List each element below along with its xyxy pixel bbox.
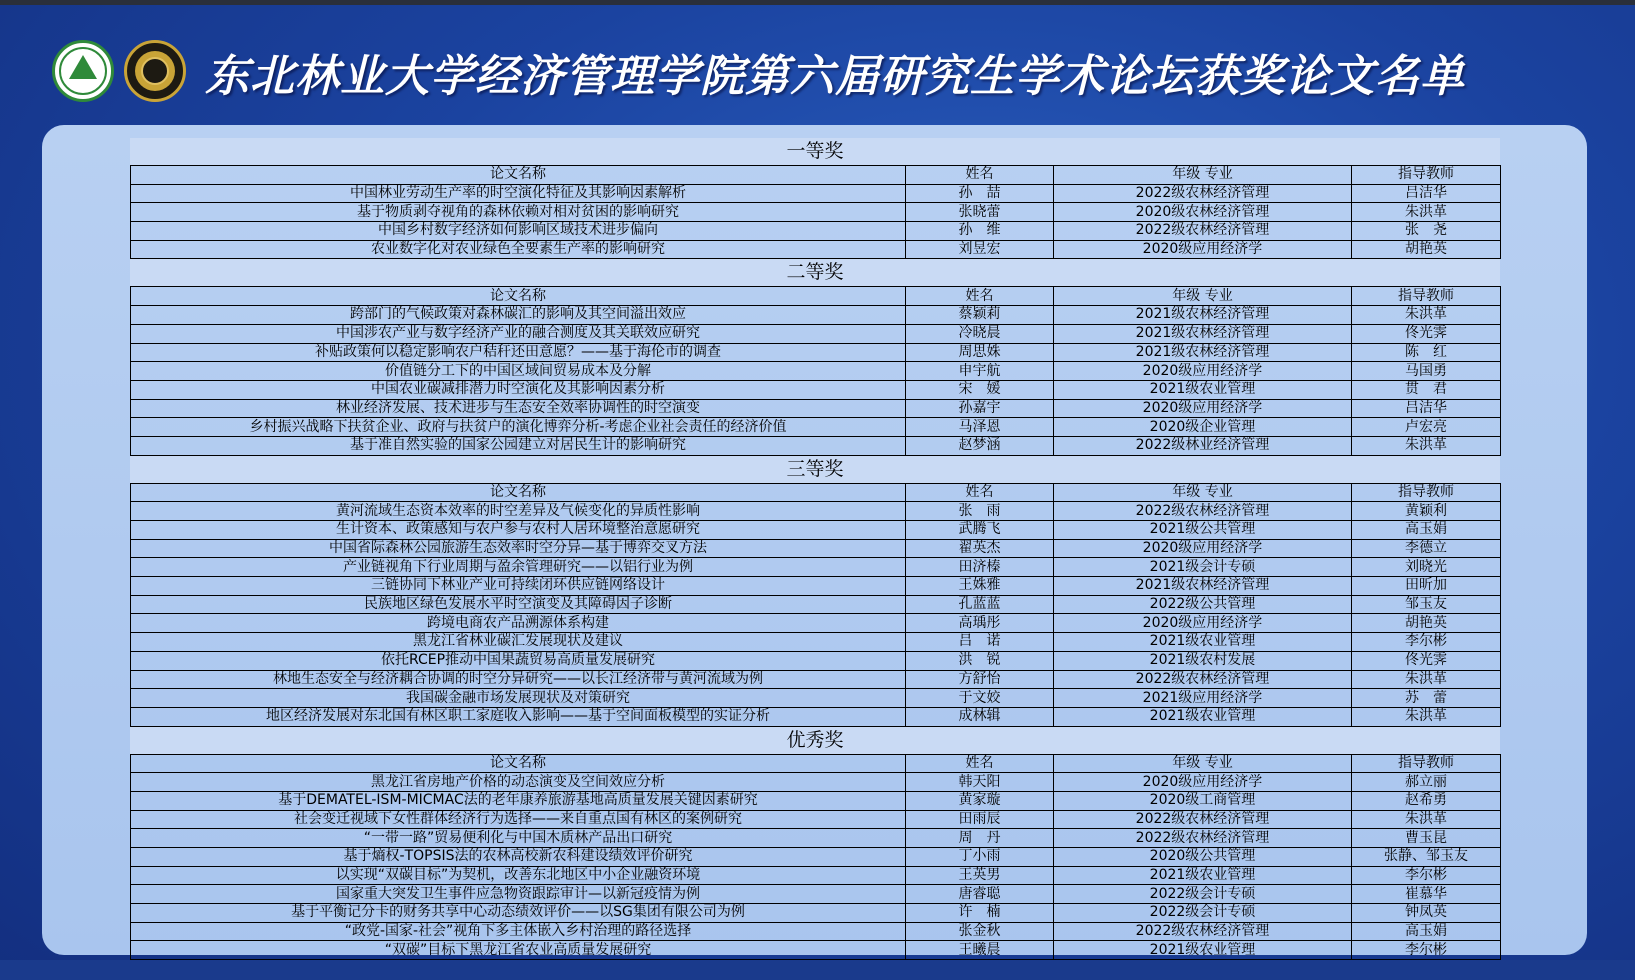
author-name-cell: 周 丹 — [906, 829, 1054, 848]
author-name-cell: 武腾飞 — [906, 521, 1054, 540]
table-row — [131, 380, 1501, 399]
advisor-cell: 佟光霁 — [1352, 324, 1501, 343]
header-name: 姓名 — [906, 483, 1054, 502]
paper-title-cell: 黑龙江省林业碳汇发展现状及建议 — [131, 633, 906, 652]
advisor-cell: 田昕加 — [1352, 577, 1501, 596]
grade-major-cell: 2020级应用经济学 — [1054, 773, 1352, 792]
author-name-cell: 宋 媛 — [906, 380, 1054, 399]
paper-title-cell: 中国林业劳动生产率的时空演化特征及其影响因素解析 — [131, 184, 906, 203]
table-row — [131, 922, 1501, 941]
header-name: 姓名 — [906, 754, 1054, 773]
advisor-cell: 李尔彬 — [1352, 866, 1501, 885]
table-row — [131, 324, 1501, 343]
table-row — [131, 521, 1501, 540]
author-name-cell: 丁小雨 — [906, 848, 1054, 867]
advisor-cell: 朱洪革 — [1352, 306, 1501, 325]
advisor-cell: 吕洁华 — [1352, 399, 1501, 418]
table-row — [131, 343, 1501, 362]
paper-title-cell: 国家重大突发卫生事件应急物资跟踪审计—以新冠疫情为例 — [131, 885, 906, 904]
author-name-cell: 于文姣 — [906, 689, 1054, 708]
header-advisor: 指导教师 — [1352, 166, 1501, 185]
grade-major-cell: 2020级企业管理 — [1054, 418, 1352, 437]
award-section-title: 二等奖 — [130, 259, 1500, 286]
grade-major-cell: 2021级公共管理 — [1054, 521, 1352, 540]
paper-title-cell: 社会变迁视域下女性群体经济行为选择——来自重点国有林区的案例研究 — [131, 810, 906, 829]
table-header-row — [131, 483, 1501, 502]
header-name: 姓名 — [906, 287, 1054, 306]
table-row — [131, 184, 1501, 203]
header-paper-title: 论文名称 — [131, 166, 906, 185]
paper-title-cell: 林业经济发展、技术进步与生态安全效率协调性的时空演变 — [131, 399, 906, 418]
header-grade-major: 年级 专业 — [1054, 166, 1352, 185]
grade-major-cell: 2022级农林经济管理 — [1054, 222, 1352, 241]
advisor-cell: 郝立丽 — [1352, 773, 1501, 792]
author-name-cell: 翟英杰 — [906, 539, 1054, 558]
paper-title-cell: “政党-国家-社会”视角下多主体嵌入乡村治理的路径选择 — [131, 922, 906, 941]
advisor-cell: 马国勇 — [1352, 362, 1501, 381]
advisor-cell: 李德立 — [1352, 539, 1501, 558]
author-name-cell: 黄家璇 — [906, 791, 1054, 810]
author-name-cell: 孙 喆 — [906, 184, 1054, 203]
table-row — [131, 399, 1501, 418]
grade-major-cell: 2022级农林经济管理 — [1054, 922, 1352, 941]
table-row — [131, 791, 1501, 810]
paper-title-cell: 民族地区绿色发展水平时空演变及其障碍因子诊断 — [131, 595, 906, 614]
advisor-cell: 高玉娟 — [1352, 521, 1501, 540]
award-table — [130, 754, 1501, 979]
bottom-decoration — [0, 960, 1635, 980]
paper-title-cell: “双碳”目标下黑龙江省农业高质量发展研究 — [131, 941, 906, 960]
author-name-cell: 张金秋 — [906, 922, 1054, 941]
advisor-cell: 胡艳英 — [1352, 614, 1501, 633]
table-header-row — [131, 166, 1501, 185]
author-name-cell: 刘昱宏 — [906, 240, 1054, 259]
advisor-cell: 钟凤英 — [1352, 904, 1501, 923]
paper-title-cell: 基于准自然实验的国家公园建立对居民生计的影响研究 — [131, 436, 906, 455]
top-edge-bar — [0, 0, 1635, 5]
author-name-cell: 田雨辰 — [906, 810, 1054, 829]
advisor-cell: 贯 君 — [1352, 380, 1501, 399]
table-row — [131, 866, 1501, 885]
author-name-cell: 孙嘉宇 — [906, 399, 1054, 418]
page-title: 东北林业大学经济管理学院第六届研究生学术论坛获奖论文名单 — [205, 51, 1465, 102]
table-row — [131, 558, 1501, 577]
table-row — [131, 941, 1501, 960]
table-row — [131, 848, 1501, 867]
table-row — [131, 885, 1501, 904]
advisor-cell: 张 尧 — [1352, 222, 1501, 241]
award-section-title: 三等奖 — [130, 456, 1500, 483]
grade-major-cell: 2020级工商管理 — [1054, 791, 1352, 810]
table-row — [131, 651, 1501, 670]
header-advisor: 指导教师 — [1352, 754, 1501, 773]
header-paper-title: 论文名称 — [131, 287, 906, 306]
paper-title-cell: 基于熵权-TOPSIS法的农林高校新农科建设绩效评价研究 — [131, 848, 906, 867]
advisor-cell: 曹玉昆 — [1352, 829, 1501, 848]
paper-title-cell: “一带一路”贸易便利化与中国木质林产品出口研究 — [131, 829, 906, 848]
table-row — [131, 633, 1501, 652]
paper-title-cell: 三链协同下林业产业可持续闭环供应链网络设计 — [131, 577, 906, 596]
paper-title-cell: 生计资本、政策感知与农户参与农村人居环境整治意愿研究 — [131, 521, 906, 540]
grade-major-cell: 2021级农村发展 — [1054, 651, 1352, 670]
paper-title-cell: 中国乡村数字经济如何影响区域技术进步偏向 — [131, 222, 906, 241]
author-name-cell: 周思姝 — [906, 343, 1054, 362]
award-section-title: 一等奖 — [130, 138, 1500, 165]
author-name-cell: 高瑀彤 — [906, 614, 1054, 633]
advisor-cell: 赵希勇 — [1352, 791, 1501, 810]
advisor-cell: 张静、邹玉友 — [1352, 848, 1501, 867]
paper-title-cell: 地区经济发展对东北国有林区职工家庭收入影响——基于空间面板模型的实证分析 — [131, 707, 906, 726]
grade-major-cell: 2020级应用经济学 — [1054, 614, 1352, 633]
author-name-cell: 王英男 — [906, 866, 1054, 885]
table-row — [131, 222, 1501, 241]
paper-title-cell: 价值链分工下的中国区域间贸易成本及分解 — [131, 362, 906, 381]
paper-title-cell: 补贴政策何以稳定影响农户秸秆还田意愿？——基于海伦市的调查 — [131, 343, 906, 362]
paper-title-cell: 林地生态安全与经济耦合协调的时空分异研究——以长江经济带与黄河流域为例 — [131, 670, 906, 689]
author-name-cell: 唐睿聪 — [906, 885, 1054, 904]
author-name-cell: 张 雨 — [906, 502, 1054, 521]
grade-major-cell: 2021级农业管理 — [1054, 633, 1352, 652]
grade-major-cell: 2022级农林经济管理 — [1054, 829, 1352, 848]
advisor-cell: 朱洪革 — [1352, 670, 1501, 689]
grade-major-cell: 2022级会计专硕 — [1054, 885, 1352, 904]
author-name-cell: 蔡颖莉 — [906, 306, 1054, 325]
grade-major-cell: 2020级农林经济管理 — [1054, 203, 1352, 222]
grade-major-cell: 2021级农业管理 — [1054, 866, 1352, 885]
paper-title-cell: 中国涉农产业与数字经济产业的融合测度及其关联效应研究 — [131, 324, 906, 343]
grade-major-cell: 2020级应用经济学 — [1054, 399, 1352, 418]
table-row — [131, 810, 1501, 829]
header-advisor: 指导教师 — [1352, 483, 1501, 502]
table-row — [131, 539, 1501, 558]
grade-major-cell: 2021级农业管理 — [1054, 707, 1352, 726]
author-name-cell: 孙 维 — [906, 222, 1054, 241]
grade-major-cell: 2021级农业管理 — [1054, 380, 1352, 399]
header-name: 姓名 — [906, 166, 1054, 185]
table-row — [131, 306, 1501, 325]
table-row — [131, 773, 1501, 792]
grade-major-cell: 2022级农林经济管理 — [1054, 670, 1352, 689]
grade-major-cell: 2022级农林经济管理 — [1054, 184, 1352, 203]
table-header-row — [131, 754, 1501, 773]
grade-major-cell: 2021级应用经济学 — [1054, 689, 1352, 708]
advisor-cell: 黄颖利 — [1352, 502, 1501, 521]
author-name-cell: 申宇航 — [906, 362, 1054, 381]
table-header-row — [131, 287, 1501, 306]
author-name-cell: 马泽恩 — [906, 418, 1054, 437]
grade-major-cell: 2022级林业经济管理 — [1054, 436, 1352, 455]
advisor-cell: 李尔彬 — [1352, 941, 1501, 960]
grade-major-cell: 2020级公共管理 — [1054, 848, 1352, 867]
grade-major-cell: 2021级农林经济管理 — [1054, 577, 1352, 596]
emblem-center — [141, 57, 169, 85]
paper-title-cell: 基于DEMATEL-ISM-MICMAC法的老年康养旅游基地高质量发展关键因素研究 — [131, 791, 906, 810]
header-paper-title: 论文名称 — [131, 483, 906, 502]
college-emblem-logo — [124, 40, 186, 102]
table-row — [131, 904, 1501, 923]
author-name-cell: 吕 诺 — [906, 633, 1054, 652]
table-row — [131, 418, 1501, 437]
author-name-cell: 成林辑 — [906, 707, 1054, 726]
author-name-cell: 赵梦涵 — [906, 436, 1054, 455]
grade-major-cell: 2021级会计专硕 — [1054, 558, 1352, 577]
table-row — [131, 502, 1501, 521]
advisor-cell: 卢宏亮 — [1352, 418, 1501, 437]
advisor-cell: 崔慕华 — [1352, 885, 1501, 904]
award-table — [130, 483, 1501, 727]
paper-title-cell: 基于平衡记分卡的财务共享中心动态绩效评价——以SG集团有限公司为例 — [131, 904, 906, 923]
paper-title-cell: 依托RCEP推动中国果蔬贸易高质量发展研究 — [131, 651, 906, 670]
grade-major-cell: 2021级农林经济管理 — [1054, 306, 1352, 325]
grade-major-cell: 2020级应用经济学 — [1054, 539, 1352, 558]
grade-major-cell: 2022级农林经济管理 — [1054, 502, 1352, 521]
paper-title-cell: 基于物质剥夺视角的森林依赖对相对贫困的影响研究 — [131, 203, 906, 222]
advisor-cell: 陈 红 — [1352, 343, 1501, 362]
header-grade-major: 年级 专业 — [1054, 483, 1352, 502]
table-row — [131, 436, 1501, 455]
grade-major-cell: 2021级农林经济管理 — [1054, 343, 1352, 362]
author-name-cell: 洪 锐 — [906, 651, 1054, 670]
paper-title-cell: 产业链视角下行业周期与盈余管理研究——以铝行业为例 — [131, 558, 906, 577]
paper-title-cell: 我国碳金融市场发展现状及对策研究 — [131, 689, 906, 708]
paper-title-cell: 以实现“双碳目标”为契机，改善东北地区中小企业融资环境 — [131, 866, 906, 885]
paper-title-cell: 黄河流域生态资本效率的时空差异及气候变化的异质性影响 — [131, 502, 906, 521]
author-name-cell: 孔蓝蓝 — [906, 595, 1054, 614]
grade-major-cell: 2020级应用经济学 — [1054, 240, 1352, 259]
author-name-cell: 许 楠 — [906, 904, 1054, 923]
table-row — [131, 362, 1501, 381]
table-row — [131, 614, 1501, 633]
table-row — [131, 689, 1501, 708]
advisor-cell: 朱洪革 — [1352, 810, 1501, 829]
grade-major-cell: 2022级会计专硕 — [1054, 904, 1352, 923]
advisor-cell: 刘晓光 — [1352, 558, 1501, 577]
author-name-cell: 方舒怡 — [906, 670, 1054, 689]
paper-title-cell: 黑龙江省房地产价格的动态演变及空间效应分析 — [131, 773, 906, 792]
paper-title-cell: 乡村振兴战略下扶贫企业、政府与扶贫户的演化博弈分析-考虑企业社会责任的经济价值 — [131, 418, 906, 437]
header-paper-title: 论文名称 — [131, 754, 906, 773]
advisor-cell: 高玉娟 — [1352, 922, 1501, 941]
paper-title-cell: 农业数字化对农业绿色全要素生产率的影响研究 — [131, 240, 906, 259]
grade-major-cell: 2021级农业管理 — [1054, 941, 1352, 960]
paper-title-cell: 跨境电商农产品溯源体系构建 — [131, 614, 906, 633]
author-name-cell: 王曦晨 — [906, 941, 1054, 960]
award-table — [130, 286, 1501, 455]
table-row — [131, 829, 1501, 848]
author-name-cell: 田济榛 — [906, 558, 1054, 577]
advisor-cell: 苏 蕾 — [1352, 689, 1501, 708]
advisor-cell: 邹玉友 — [1352, 595, 1501, 614]
grade-major-cell: 2021级农林经济管理 — [1054, 324, 1352, 343]
author-name-cell: 张晓蕾 — [906, 203, 1054, 222]
award-section-title: 优秀奖 — [130, 727, 1500, 754]
advisor-cell: 吕洁华 — [1352, 184, 1501, 203]
advisor-cell: 佟光霁 — [1352, 651, 1501, 670]
table-row — [131, 203, 1501, 222]
header-grade-major: 年级 专业 — [1054, 287, 1352, 306]
grade-major-cell: 2020级应用经济学 — [1054, 362, 1352, 381]
table-row — [131, 240, 1501, 259]
author-name-cell: 冷晓晨 — [906, 324, 1054, 343]
table-row — [131, 707, 1501, 726]
table-row — [131, 577, 1501, 596]
award-list — [130, 138, 1500, 979]
advisor-cell: 朱洪革 — [1352, 436, 1501, 455]
advisor-cell: 李尔彬 — [1352, 633, 1501, 652]
author-name-cell: 王姝雅 — [906, 577, 1054, 596]
header-grade-major: 年级 专业 — [1054, 754, 1352, 773]
paper-title-cell: 中国省际森林公园旅游生态效率时空分异—基于博弈交叉方法 — [131, 539, 906, 558]
author-name-cell: 韩天阳 — [906, 773, 1054, 792]
university-seal-logo — [52, 40, 114, 102]
grade-major-cell: 2022级农林经济管理 — [1054, 810, 1352, 829]
advisor-cell: 朱洪革 — [1352, 707, 1501, 726]
advisor-cell: 胡艳英 — [1352, 240, 1501, 259]
advisor-cell: 朱洪革 — [1352, 203, 1501, 222]
grade-major-cell: 2022级公共管理 — [1054, 595, 1352, 614]
paper-title-cell: 跨部门的气候政策对森林碳汇的影响及其空间溢出效应 — [131, 306, 906, 325]
award-table — [130, 165, 1501, 259]
paper-title-cell: 中国农业碳减排潜力时空演化及其影响因素分析 — [131, 380, 906, 399]
table-row — [131, 595, 1501, 614]
table-row — [131, 670, 1501, 689]
header-advisor: 指导教师 — [1352, 287, 1501, 306]
tree-emblem-icon — [69, 55, 97, 79]
